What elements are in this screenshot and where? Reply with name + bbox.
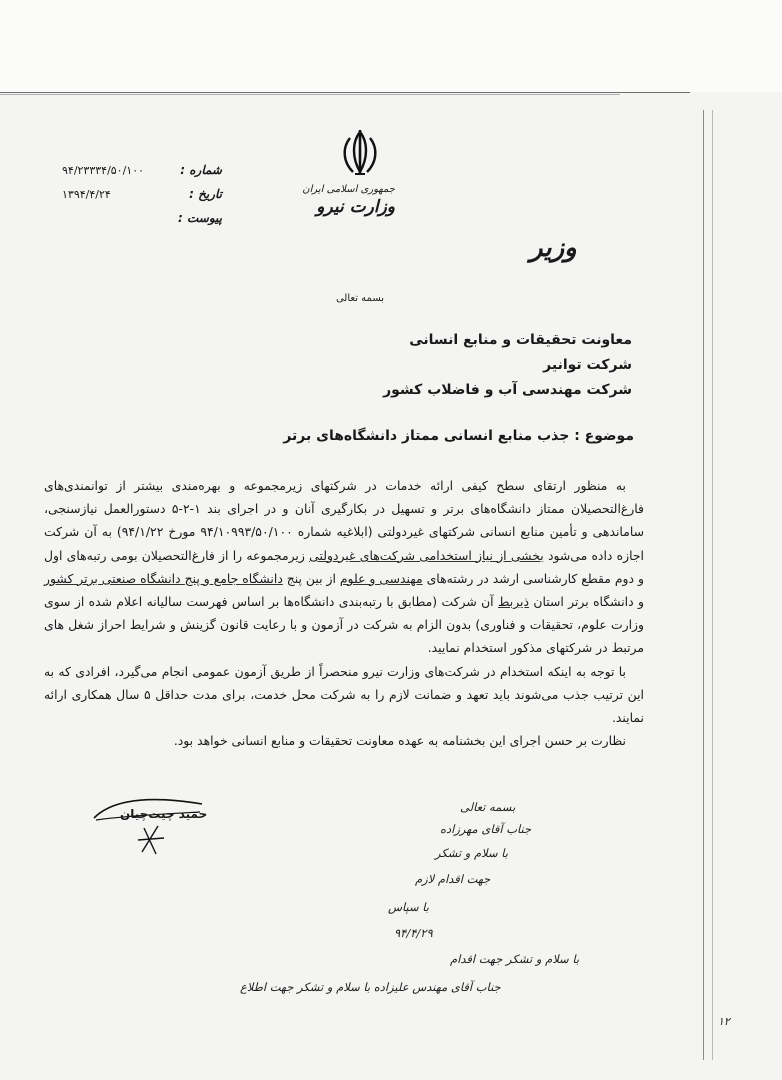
signatory-name: حمید چیت‌چیان [120,807,208,821]
handwritten-note: جناب آقای مهرزاده [440,822,532,836]
handwritten-note: بسمه تعالی [460,800,516,814]
handwritten-note: با سپاس [388,900,430,914]
paragraph-2: با توجه به اینکه استخدام در شرکت‌های وزارت نیرو منحصراً از طریق آزمون عمومی انجام می‌گیرد، افرادی که به این ترتیب جذب می‌شوند باید تعهد و ضمانت لازم را به شرکت محل خدمت، برای مدت حداقل ۵ سال همکاری ارائه نمایند. [44,663,644,726]
paragraph-3: نظارت بر حسن اجرای این بخشنامه به عهده معاونت تحقیقات و منابع انسانی خواهد بود. [173,733,626,749]
date-label: تاریخ : [189,187,222,201]
body-text: زیرمجموعه را از فارغ‌التحصیلان بومی رتبه‌های اول و دوم مقطع کارشناسی ارشد در رشته‌های [44,547,644,586]
ministry-name: وزارت نیرو [316,197,395,217]
attachment-row [62,206,222,230]
letterhead-emblem [302,128,395,238]
bismillah: بسمه تعالی [335,293,385,304]
page-edge-line [0,92,690,93]
scan-top-area [0,0,782,92]
paragraph-1 [44,474,644,660]
handwritten-note: جناب آقای مهندس علیزاده با سلام و تشکر جهت اطلاع [240,980,501,994]
recipient-line: شرکت مهندسی آب و فاضلاب کشور [383,382,632,398]
date-value: ۱۳۹۴/۴/۲۴ [62,187,111,201]
letter-page [20,100,730,1070]
body-text: به منظور ارتقای سطح کیفی ارائه خدمات در شرکتهای زیرمجموعه و بهره‌مندی بیشتر از توانمندی‌های فارغ‌التحصیلان ممتاز دانشگاه‌های برتر و تسهیل در بکارگیری آنان و در اجرای بند ۱-۲-۵ دستورالعمل نیازسنجی، ساماندهی و تأمین منابع انسانی شرکتهای غیردولتی (ابلاغیه شماره ۹۴/۱۰۹۹۳/۵۰/۱۰۰ مورخ ۹۴/۱/۲۲) به آن شرکت اجازه داده می‌شود [44,478,645,563]
page-right-edge-secondary [712,110,713,1060]
recipient-line: شرکت توانیر [543,357,632,373]
date-row [62,182,222,206]
underlined-text: ذیربط [497,594,529,610]
number-label: شماره : [180,163,222,177]
recipients-block [383,328,632,403]
recipient-line: معاونت تحقیقات و منابع انسانی [409,332,632,348]
letter-body [44,474,644,752]
number-value: ۹۴/۲۳۳۳۴/۵۰/۱۰۰ [62,163,145,177]
subject-label: موضوع : [574,428,634,444]
handwritten-note: جهت اقدام لازم [415,872,491,886]
number-row [62,158,222,182]
iran-emblem-icon [337,128,383,178]
emblem-subtitle: جمهوری اسلامی ایران [302,184,395,195]
underlined-text: مهندسی و علوم [339,570,423,586]
handwritten-note: با سلام و تشکر جهت اقدام [450,952,580,966]
signature-scribble [84,790,214,860]
body-text: آن شرکت (مطابق با رتبه‌بندی دانشگاه‌ها بر اساس فهرست سالیانه اعلام شده از سوی وزارت علوم، تحقیقات و فناوری) بدون الزام به شرکت در آزمون و با رعایت قانون گزینش و شرایط احراز شغل های مرتبط در شرکتهای مذکور استخدام نمایید. [44,594,644,656]
page-right-edge [703,110,704,1060]
subject-text: جذب منابع انسانی ممتاز دانشگاه‌های برتر [283,428,570,444]
margin-number: ۱۲ [718,1015,730,1028]
subject-line [283,428,634,444]
letter-metadata [62,158,222,230]
attachment-label: پیوست : [178,211,222,225]
minister-title: وزیر [530,233,577,263]
handwritten-date: ۹۴/۴/۲۹ [394,926,433,940]
underlined-text: بخشی از نیاز استخدامی شرکت‌های غیردولتی [309,547,544,563]
page-edge-line-secondary [0,94,620,95]
handwritten-note: با سلام و تشکر [435,846,508,860]
body-text: از بین پنج [286,570,336,586]
body-text: و دانشگاه برتر استان [533,594,644,610]
underlined-text: دانشگاه جامع و پنج دانشگاه صنعتی برتر کشور [44,570,283,586]
